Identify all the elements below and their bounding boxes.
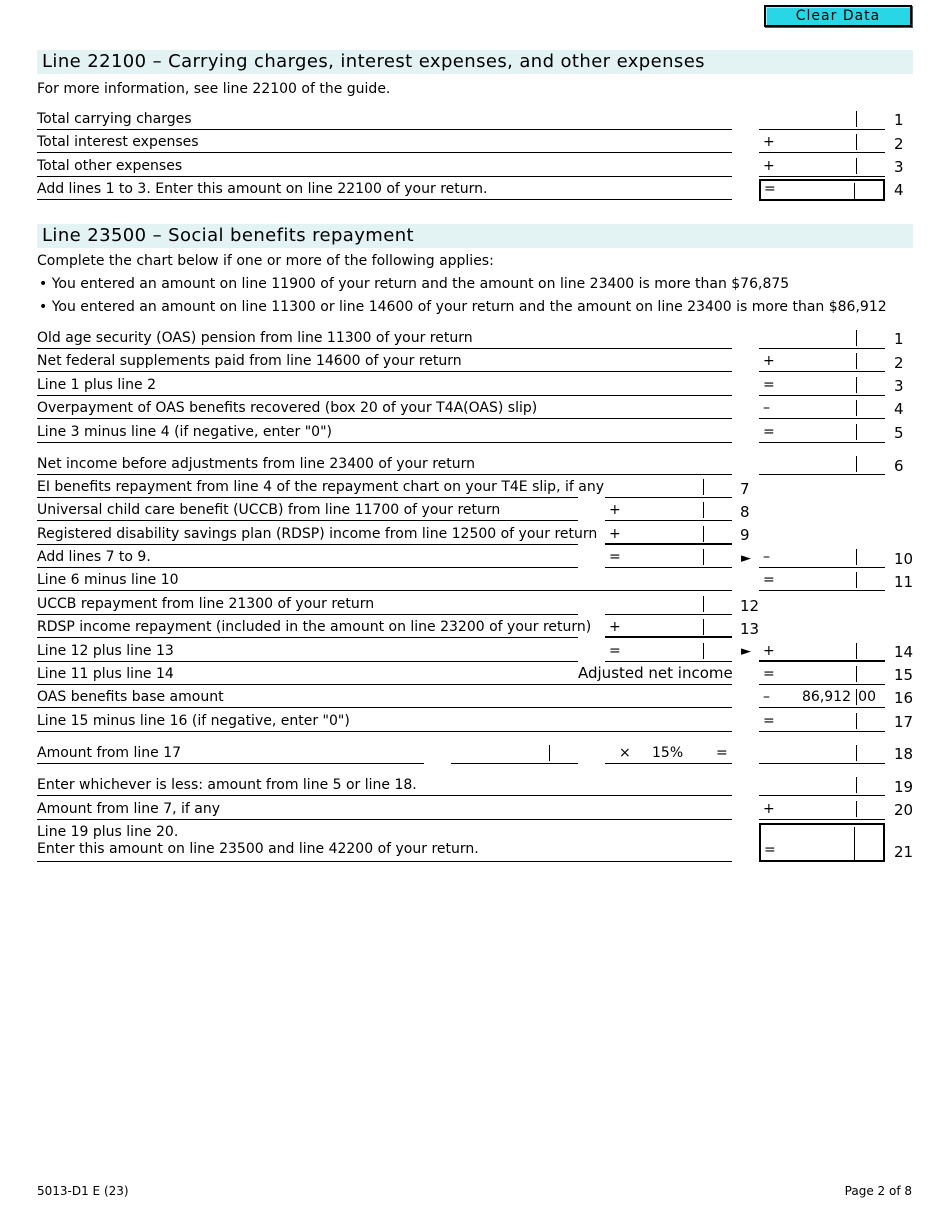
minus-sign: –	[763, 549, 770, 565]
s2-line-number: 2	[894, 354, 904, 372]
s2-line-4-field[interactable]	[759, 397, 885, 419]
oas-base-amount-cents: 00	[858, 689, 876, 705]
s2-row-7-label: EI benefits repayment from line 4 of the repayment chart on your T4E slip, if any	[37, 476, 578, 498]
s2-row-4-label: Overpayment of OAS benefits recovered (box 20 of your T4A(OAS) slip)	[37, 397, 732, 419]
equals-sign: =	[764, 181, 776, 197]
section1-info: For more information, see line 22100 of the guide.	[37, 81, 391, 97]
s2-line-number: 6	[894, 457, 904, 475]
s2-line-6-field[interactable]	[759, 453, 885, 475]
equals-sign: =	[609, 549, 621, 565]
s2-row-14-label: Line 12 plus line 13	[37, 640, 578, 662]
s2-line-10-subtotal-field[interactable]	[605, 546, 732, 568]
bullet-1: • You entered an amount on line 11900 of your return and the amount on line 23400 is more than $76,875	[39, 276, 790, 292]
s2-row-18-label: Amount from line 17	[37, 742, 424, 764]
s2-row-13-label: RDSP income repayment (included in the amount on line 23200 of your return)	[37, 616, 578, 638]
plus-sign: +	[609, 526, 621, 542]
s2-line-5-field[interactable]	[759, 421, 885, 443]
s2-line-number: 7	[740, 480, 750, 498]
plus-sign: +	[763, 134, 775, 150]
equals-sign: =	[609, 643, 621, 659]
s2-line-number: 11	[894, 573, 914, 591]
s2-row-21-label	[37, 822, 732, 862]
s2-row-15-label: Line 11 plus line 14	[37, 663, 732, 685]
s2-line-18-amount-field[interactable]	[451, 742, 578, 764]
s1-row-2-label: Total interest expenses	[37, 131, 732, 153]
equals-sign: =	[763, 572, 775, 588]
s2-line-1-field[interactable]	[759, 327, 885, 349]
section2-intro: Complete the chart below if one or more of the following applies:	[37, 253, 494, 269]
s2-line-number: 15	[894, 666, 914, 684]
s2-line-21-total-field[interactable]	[759, 823, 885, 862]
s2-line-20-field[interactable]	[759, 798, 885, 820]
s2-row-6-label: Net income before adjustments from line 23400 of your return	[37, 453, 732, 475]
s1-row-1-label: Total carrying charges	[37, 108, 732, 130]
plus-sign: +	[763, 158, 775, 174]
s1-row-3-label: Total other expenses	[37, 155, 732, 177]
s2-line-number: 20	[894, 801, 914, 819]
s2-line-number: 14	[894, 643, 914, 661]
s2-line-13-field[interactable]	[605, 616, 732, 638]
s2-line-number: 1	[894, 330, 904, 348]
s1-row-4-label: Add lines 1 to 3. Enter this amount on line 22100 of your return.	[37, 178, 732, 200]
s2-line-number: 3	[894, 377, 904, 395]
rate-value: 15%	[652, 745, 684, 761]
s2-line-12-field[interactable]	[605, 593, 732, 615]
s2-line-8-field[interactable]	[605, 499, 732, 521]
s1-line-number: 1	[894, 111, 904, 129]
equals-sign: =	[763, 377, 775, 393]
plus-sign: +	[763, 643, 775, 659]
oas-base-amount-dollars: 86,912	[802, 689, 851, 705]
s2-line-16-field	[759, 686, 885, 708]
s2-line-number: 13	[740, 620, 760, 638]
s2-row-17-label: Line 15 minus line 16 (if negative, enter "0")	[37, 710, 732, 732]
s2-line-17-field[interactable]	[759, 710, 885, 732]
s2-line-15-field[interactable]	[759, 663, 885, 685]
s1-line-number: 3	[894, 158, 904, 176]
s2-line-11-field[interactable]	[759, 569, 885, 591]
s2-line-14-field[interactable]	[759, 640, 885, 662]
s1-line-3-field[interactable]	[759, 155, 885, 177]
s2-row-10-label: Add lines 7 to 9.	[37, 546, 578, 568]
s2-row-8-label: Universal child care benefit (UCCB) from line 11700 of your return	[37, 499, 578, 521]
s1-line-number: 2	[894, 135, 904, 153]
s2-line-number: 4	[894, 400, 904, 418]
minus-sign: –	[763, 400, 770, 416]
s2-line-19-field[interactable]	[759, 774, 885, 796]
s2-row-20-label: Amount from line 7, if any	[37, 798, 732, 820]
s2-row-19-label: Enter whichever is less: amount from line 5 or line 18.	[37, 774, 732, 796]
adjusted-net-income-label: Adjusted net income	[578, 664, 733, 682]
bullet-2: • You entered an amount on line 11300 or line 14600 of your return and the amount on line 23400 is more than $86,912	[39, 299, 887, 315]
equals-sign: =	[764, 842, 776, 858]
s2-row-3-label: Line 1 plus line 2	[37, 374, 732, 396]
times-sign: ×	[619, 745, 631, 761]
s2-line-number: 18	[894, 745, 914, 763]
equals-sign: =	[763, 666, 775, 682]
s2-row-12-label: UCCB repayment from line 21300 of your return	[37, 593, 578, 615]
s2-row-9-label: Registered disability savings plan (RDSP) income from line 12500 of your return	[37, 523, 578, 545]
s2-line-number: 17	[894, 713, 914, 731]
s2-line-number: 9	[740, 526, 750, 544]
arrow-right-icon: ►	[741, 551, 751, 566]
clear-data-button[interactable]: Clear Data	[764, 5, 912, 27]
plus-sign: +	[609, 502, 621, 518]
s2-line-number: 19	[894, 778, 914, 796]
s2-line-10-field[interactable]	[759, 546, 885, 568]
s2-row-5-label: Line 3 minus line 4 (if negative, enter "0")	[37, 421, 732, 443]
s1-line-4-total-field[interactable]	[759, 179, 885, 201]
form-id: 5013-D1 E (23)	[37, 1184, 129, 1198]
s2-line-number: 16	[894, 689, 914, 707]
s2-line-2-field[interactable]	[759, 350, 885, 372]
plus-sign: +	[763, 801, 775, 817]
s2-line-number: 12	[740, 597, 760, 615]
s2-row-2-label: Net federal supplements paid from line 14600 of your return	[37, 350, 732, 372]
s2-line-number: 10	[894, 550, 914, 568]
section-title-line-23500: Line 23500 – Social benefits repayment	[37, 224, 913, 248]
s2-row-1-label: Old age security (OAS) pension from line 11300 of your return	[37, 327, 732, 349]
plus-sign: +	[763, 353, 775, 369]
s2-line-18-field[interactable]	[759, 742, 885, 764]
s2-row-21-label-line1: Line 19 plus line 20.	[37, 824, 179, 840]
s1-line-2-field[interactable]	[759, 131, 885, 153]
s2-line-7-field[interactable]	[605, 476, 732, 498]
equals-sign: =	[763, 713, 775, 729]
page-number: Page 2 of 8	[844, 1184, 912, 1198]
s1-line-1-field[interactable]	[759, 108, 885, 130]
s2-line-3-field[interactable]	[759, 374, 885, 396]
equals-sign: =	[763, 424, 775, 440]
equals-sign: =	[716, 745, 728, 761]
s2-line-9-field[interactable]	[605, 523, 732, 545]
minus-sign: –	[763, 689, 770, 705]
s2-line-number: 21	[894, 843, 914, 861]
s2-line-number: 8	[740, 503, 750, 521]
s2-row-16-label: OAS benefits base amount	[37, 686, 732, 708]
arrow-right-icon: ►	[741, 644, 751, 659]
s2-row-11-label: Line 6 minus line 10	[37, 569, 732, 591]
s2-line-14-subtotal-field[interactable]	[605, 640, 732, 662]
s2-row-21-label-line2: Enter this amount on line 23500 and line 42200 of your return.	[37, 841, 479, 857]
s1-line-number: 4	[894, 181, 904, 199]
s2-line-number: 5	[894, 424, 904, 442]
section-title-line-22100: Line 22100 – Carrying charges, interest expenses, and other expenses	[37, 50, 913, 74]
plus-sign: +	[609, 619, 621, 635]
s2-line-18-rate	[605, 742, 732, 764]
